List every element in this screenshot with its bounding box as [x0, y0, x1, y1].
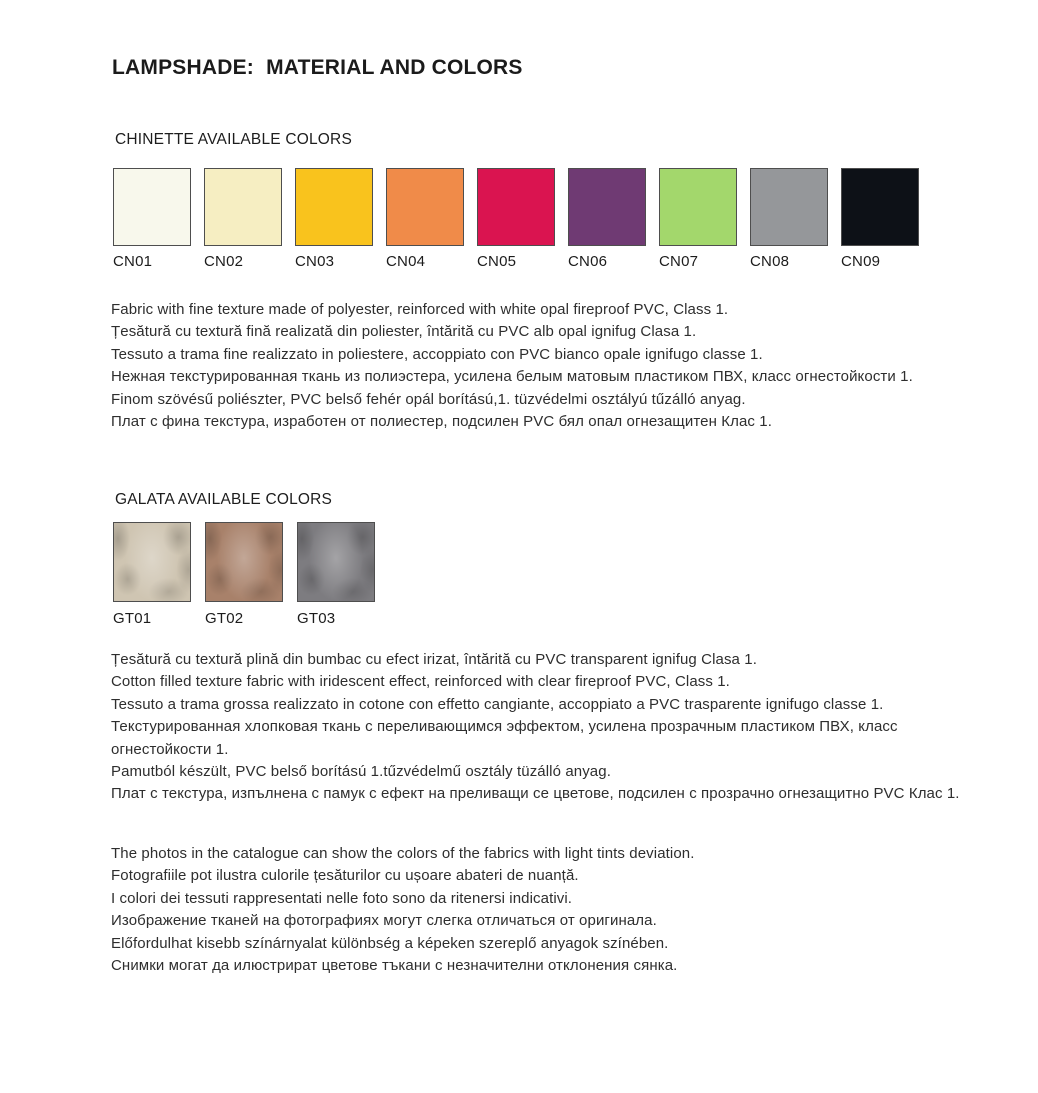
- description-line: Нежная текстурированная ткань из полиэстера, усилена белым матовым пластиком ПВХ, класс огнестойкости 1.: [111, 368, 913, 386]
- fabric-swatch-gt03: [297, 522, 375, 602]
- swatch-cell-gt01: [113, 522, 191, 627]
- description-line: Țesătură cu textură plină din bumbac cu efect irizat, întărită cu PVC transparent ignifug Clasa 1.: [111, 651, 757, 668]
- description-line: Плат с фина текстура, изработен от полиестер, подсилен PVC бял опал огнезащитен Клас 1.: [111, 413, 772, 431]
- color-code-label: GT03: [297, 610, 336, 627]
- description-line: Текстурированная хлопковая ткань с переливающимся эффектом, усилена прозрачным пластиком ПВХ, класс огнестойкости 1.: [111, 718, 902, 758]
- galata-swatch-row: [113, 522, 375, 627]
- page-title: LAMPSHADE: MATERIAL AND COLORS: [112, 56, 523, 79]
- note-line: I colori dei tessuti rappresentati nelle foto sono da ritenersi indicativi.: [111, 889, 573, 907]
- description-line: Finom szövésű poliészter, PVC belső fehér opál borítású,1. tüzvédelmi osztályú tűzálló anyag.: [111, 390, 746, 408]
- chinette-description: [111, 299, 998, 433]
- color-code-label: CN07: [659, 253, 699, 270]
- description-line: Țesătură cu textură fină realizată din poliester, întărită cu PVC alb opal ignifug Clasa 1.: [111, 323, 697, 341]
- color-code-label: CN03: [295, 253, 335, 270]
- note-line: The photos in the catalogue can show the colors of the fabrics with light tints deviation.: [111, 845, 695, 862]
- chinette-section-header: CHINETTE AVAILABLE COLORS: [115, 131, 352, 148]
- description-line: Cotton filled texture fabric with iridescent effect, reinforced with clear fireproof PVC, Class 1.: [111, 673, 730, 691]
- note-line: Изображение тканей на фотографиях могут слегка отличаться от оригинала.: [111, 912, 657, 930]
- swatch-cell-cn03: [295, 168, 373, 270]
- note-line: Előfordulhat kisebb színárnyalat különbség a képeken szereplő anyagok színében.: [111, 934, 669, 952]
- photo-disclaimer-note: [111, 843, 998, 977]
- note-line: Снимки могат да илюстрират цветове тъкани с незначителни отклонения сянка.: [111, 957, 678, 975]
- description-line: Tessuto a trama fine realizzato in poliestere, accoppiato con PVC bianco opale ignifugo classe 1.: [111, 345, 763, 363]
- swatch-cell-gt02: [205, 522, 283, 627]
- description-line: Fabric with fine texture made of polyester, reinforced with white opal fireproof PVC, Class 1.: [111, 301, 729, 318]
- chinette-swatch-row: [113, 168, 919, 270]
- swatch-cell-cn08: [750, 168, 828, 270]
- swatch-cell-cn09: [841, 168, 919, 270]
- color-swatch-cn08: [750, 168, 828, 246]
- swatch-cell-cn02: [204, 168, 282, 270]
- note-line: Fotografiile pot ilustra culorile țesăturilor cu ușoare abateri de nuanță.: [111, 867, 579, 885]
- galata-section-header: GALATA AVAILABLE COLORS: [115, 491, 333, 508]
- fabric-swatch-gt01: [113, 522, 191, 602]
- color-code-label: CN06: [568, 253, 608, 270]
- swatch-cell-gt03: [297, 522, 375, 627]
- swatch-cell-cn06: [568, 168, 646, 270]
- description-line: Tessuto a trama grossa realizzato in cotone con effetto cangiante, accoppiato a PVC trasparente ignifugo classe 1.: [111, 695, 884, 713]
- color-swatch-cn02: [204, 168, 282, 246]
- description-line: Плат с текстура, изпълнена с памук с ефект на преливащи се цветове, подсилен с прозрачно огнезащитно PVC Клас 1.: [111, 785, 960, 803]
- color-code-label: CN02: [204, 253, 244, 270]
- swatch-cell-cn04: [386, 168, 464, 270]
- color-code-label: CN05: [477, 253, 517, 270]
- color-swatch-cn05: [477, 168, 555, 246]
- color-swatch-cn01: [113, 168, 191, 246]
- color-swatch-cn07: [659, 168, 737, 246]
- galata-description: [111, 649, 998, 806]
- swatch-cell-cn07: [659, 168, 737, 270]
- description-line: Pamutból készült, PVC belső borítású 1.tűzvédelmű osztály tüzálló anyag.: [111, 763, 611, 781]
- color-code-label: CN01: [113, 253, 153, 270]
- color-swatch-cn06: [568, 168, 646, 246]
- color-swatch-cn04: [386, 168, 464, 246]
- color-code-label: CN04: [386, 253, 426, 270]
- color-code-label: GT02: [205, 610, 244, 627]
- swatch-cell-cn05: [477, 168, 555, 270]
- color-code-label: GT01: [113, 610, 152, 627]
- color-swatch-cn03: [295, 168, 373, 246]
- color-swatch-cn09: [841, 168, 919, 246]
- swatch-cell-cn01: [113, 168, 191, 270]
- color-code-label: CN08: [750, 253, 790, 270]
- color-code-label: CN09: [841, 253, 881, 270]
- fabric-swatch-gt02: [205, 522, 283, 602]
